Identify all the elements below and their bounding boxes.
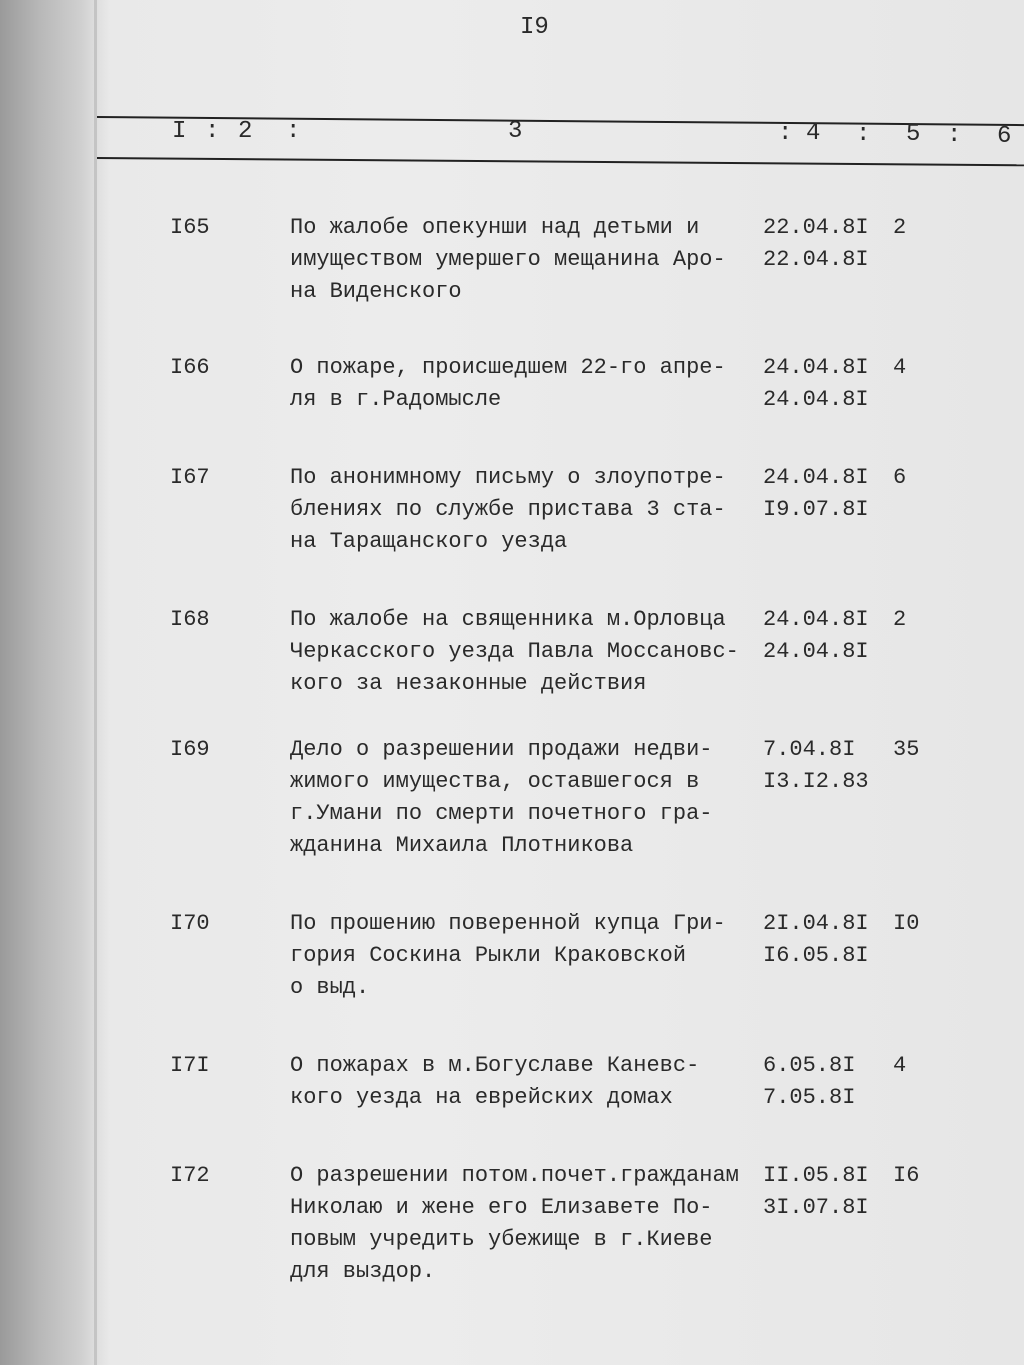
item-dates: [763, 462, 869, 526]
description-line: О разрешении потом.почет.гражданам: [290, 1163, 739, 1188]
description-line: По анонимному письму о злоупотре-: [290, 465, 726, 490]
column-header: 4: [806, 120, 821, 147]
end-date: I6.05.8I: [763, 943, 869, 968]
description-line: жданина Михаила Плотникова: [290, 833, 634, 858]
end-date: I3.I2.83: [763, 769, 869, 794]
item-description: [290, 1050, 760, 1114]
start-date: II.05.8I: [763, 1163, 869, 1188]
column-header: 3: [508, 118, 523, 145]
item-description: [290, 1160, 760, 1288]
sheet-count: 2: [893, 607, 907, 632]
sheet-count: I6: [893, 1163, 920, 1188]
start-date: 24.04.8I: [763, 355, 869, 380]
page-number: I9: [520, 14, 549, 41]
start-date: 24.04.8I: [763, 465, 869, 490]
end-date: 22.04.8I: [763, 247, 869, 272]
end-date: 7.05.8I: [763, 1085, 856, 1110]
item-number: I69: [170, 737, 210, 762]
column-header: I: [172, 118, 187, 145]
end-date: 3I.07.8I: [763, 1195, 869, 1220]
item-description: [290, 462, 760, 558]
item-number: I67: [170, 465, 210, 490]
sheet-count: 4: [893, 1053, 907, 1078]
description-line: гория Соскина Рыкли Краковской: [290, 943, 687, 968]
item-number: I66: [170, 355, 210, 380]
column-separator: :: [778, 120, 793, 147]
page-gutter: [94, 0, 97, 1365]
description-line: Черкасского уезда Павла Моссановс-: [290, 639, 739, 664]
end-date: 24.04.8I: [763, 639, 869, 664]
item-number: I65: [170, 215, 210, 240]
description-line: жимого имущества, оставшегося в: [290, 769, 700, 794]
end-date: I9.07.8I: [763, 497, 869, 522]
item-description: [290, 352, 760, 416]
column-header: 5: [906, 121, 921, 148]
item-description: [290, 908, 760, 1004]
column-separator: :: [286, 118, 301, 145]
sheet-count: 35: [893, 737, 920, 762]
item-description: [290, 604, 760, 700]
item-dates: [763, 604, 869, 668]
description-line: г.Умани по смерти почетного гра-: [290, 801, 713, 826]
description-line: повым учредить убежище в г.Киеве: [290, 1227, 713, 1252]
item-dates: [763, 908, 869, 972]
item-dates: [763, 1160, 869, 1224]
start-date: 6.05.8I: [763, 1053, 856, 1078]
item-dates: [763, 734, 869, 798]
start-date: 22.04.8I: [763, 215, 869, 240]
description-line: для выздор.: [290, 1259, 436, 1284]
header-bottom-rule: [97, 157, 1024, 166]
description-line: блениях по службе пристава 3 ста-: [290, 497, 726, 522]
description-line: По прошению поверенной купца Гри-: [290, 911, 726, 936]
description-line: ля в г.Радомысле: [290, 387, 502, 412]
sheet-count: 2: [893, 215, 907, 240]
description-line: о выд.: [290, 975, 370, 1000]
sheet-count: 6: [893, 465, 907, 490]
description-line: По жалобе на священника м.Орловца: [290, 607, 726, 632]
item-description: [290, 212, 760, 308]
description-line: на Виденского: [290, 279, 462, 304]
description-line: кого уезда на еврейских домах: [290, 1085, 673, 1110]
item-number: I68: [170, 607, 210, 632]
column-separator: :: [856, 121, 871, 148]
sheet-count: I0: [893, 911, 920, 936]
start-date: 2I.04.8I: [763, 911, 869, 936]
description-line: Николаю и жене его Елизавете По-: [290, 1195, 713, 1220]
column-separator: :: [205, 118, 220, 145]
item-number: I72: [170, 1163, 210, 1188]
header-top-rule: [97, 116, 1024, 126]
item-number: I70: [170, 911, 210, 936]
sheet-count: 4: [893, 355, 907, 380]
description-line: Дело о разрешении продажи недви-: [290, 737, 713, 762]
item-description: [290, 734, 760, 862]
description-line: О пожарах в м.Богуславе Каневс-: [290, 1053, 700, 1078]
start-date: 7.04.8I: [763, 737, 856, 762]
item-dates: [763, 1050, 855, 1114]
end-date: 24.04.8I: [763, 387, 869, 412]
description-line: на Таращанского уезда: [290, 529, 568, 554]
item-number: I7I: [170, 1053, 210, 1078]
column-separator: :: [947, 122, 962, 149]
item-dates: [763, 212, 869, 276]
column-header: 6: [997, 123, 1012, 150]
description-line: По жалобе опекунши над детьми и: [290, 215, 700, 240]
description-line: О пожаре, происшедшем 22-го апре-: [290, 355, 726, 380]
item-dates: [763, 352, 869, 416]
column-header: 2: [238, 118, 253, 145]
description-line: кого за незаконные действия: [290, 671, 647, 696]
description-line: имуществом умершего мещанина Аро-: [290, 247, 726, 272]
start-date: 24.04.8I: [763, 607, 869, 632]
